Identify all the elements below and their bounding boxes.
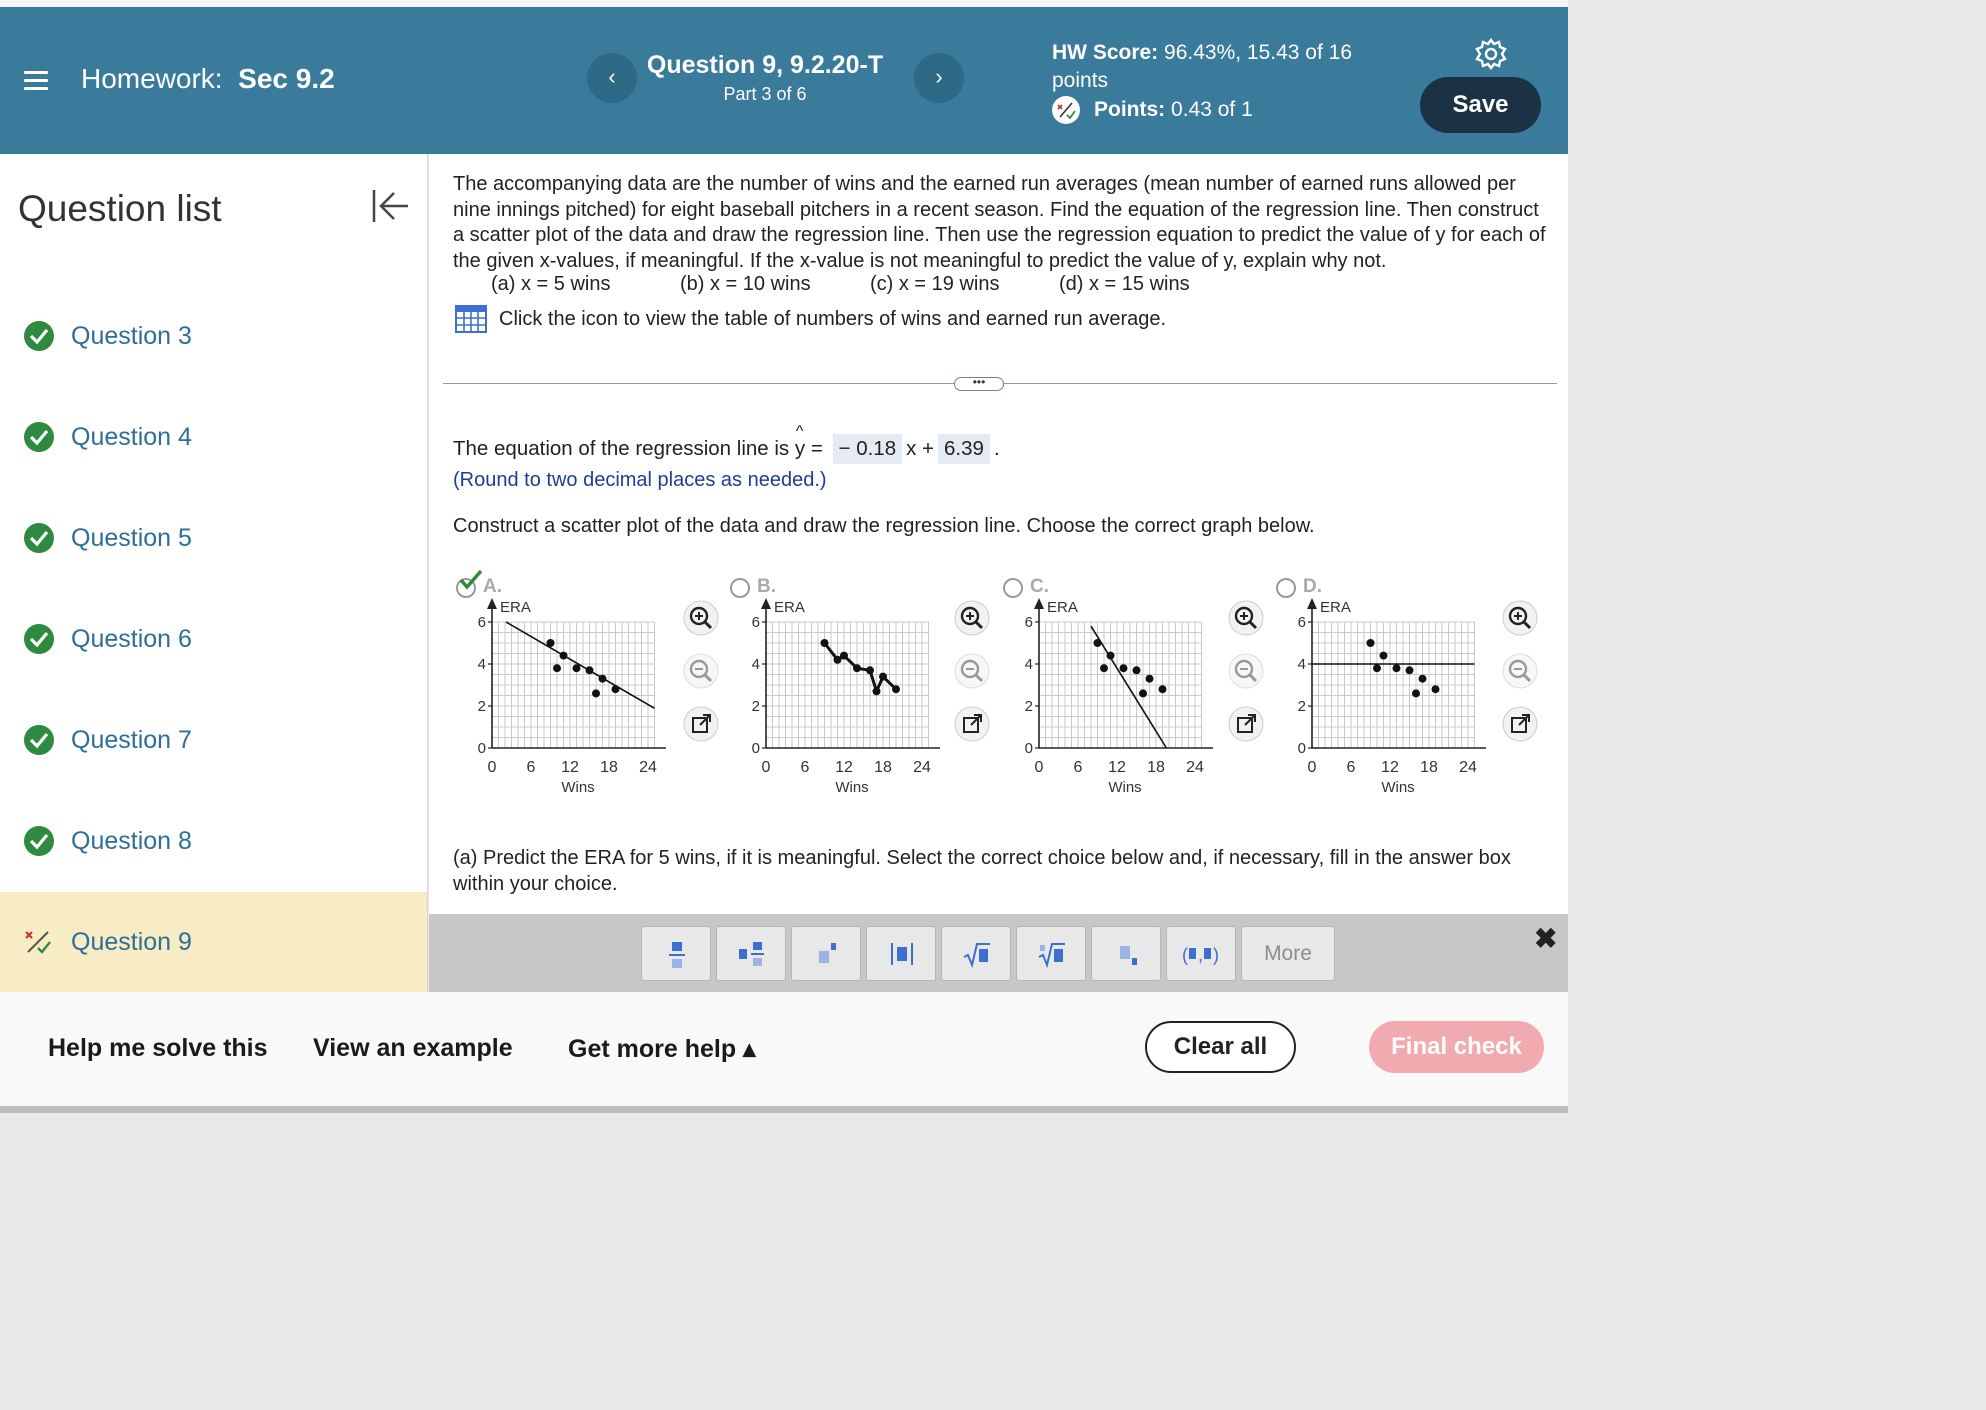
x-axis-label: Wins [1381, 779, 1415, 796]
question-part: Part 3 of 6 [723, 84, 807, 104]
open-new-window-icon[interactable] [1502, 706, 1538, 742]
svg-text:(: ( [1182, 945, 1188, 965]
part-a-value: (a) x = 5 wins [491, 273, 611, 295]
data-point [1373, 664, 1381, 672]
regression-equation [453, 434, 1000, 464]
points-value: 0.43 of 1 [1171, 98, 1253, 121]
question-item-label: Question 3 [71, 321, 192, 350]
correct-check-icon [24, 725, 54, 755]
open-new-window-icon[interactable] [954, 706, 990, 742]
hw-score-value: 96.43%, 15.43 of 16 points [1052, 41, 1353, 92]
homework-prefix: Homework: [81, 63, 223, 94]
intercept-answer[interactable]: 6.39 [938, 434, 990, 464]
question-item-label: Question 8 [71, 826, 192, 855]
question-item-3[interactable] [0, 286, 427, 386]
help-me-solve-link[interactable]: Help me solve this [48, 1034, 268, 1062]
x-tick-label: 24 [913, 759, 931, 776]
points-display [1052, 96, 1253, 124]
clear-all-button[interactable]: Clear all [1145, 1021, 1296, 1073]
x-tick-label: 18 [874, 759, 892, 776]
data-point [1133, 666, 1141, 674]
data-point [840, 652, 848, 660]
data-point [599, 675, 607, 683]
x-tick-label: 0 [1307, 759, 1317, 776]
x-tick-label: 6 [526, 759, 536, 776]
x-tick-label: 12 [835, 759, 853, 776]
y-tick-label: 6 [751, 614, 760, 631]
svg-text:,: , [1198, 945, 1204, 965]
slope-answer[interactable]: − 0.18 [833, 434, 903, 464]
question-item-label: Question 4 [71, 422, 192, 451]
x-plus: x + [906, 437, 935, 460]
choice-a-letter: A. [483, 576, 502, 597]
y-tick-label: 0 [477, 740, 486, 757]
subscript-tool-button[interactable] [1091, 926, 1161, 981]
data-point [1139, 689, 1147, 697]
y-axis-label: ERA [1047, 599, 1078, 616]
y-axis-arrow [1307, 598, 1317, 609]
y-axis-arrow [487, 598, 497, 609]
x-tick-label: 24 [1459, 759, 1477, 776]
question-item-label: Question 5 [71, 523, 192, 552]
x-tick-label: 6 [800, 759, 810, 776]
square-root-tool-button[interactable] [941, 926, 1011, 981]
zoom-in-icon[interactable] [954, 600, 990, 636]
y-tick-label: 2 [751, 698, 760, 715]
question-content [429, 154, 1568, 914]
question-item-label: Question 6 [71, 624, 192, 653]
y-tick-label: 6 [1024, 614, 1033, 631]
question-item-5[interactable] [0, 488, 427, 588]
data-point [1419, 675, 1427, 683]
open-new-window-icon[interactable] [1228, 706, 1264, 742]
data-point [547, 639, 555, 647]
data-point [1367, 639, 1375, 647]
x-axis-label: Wins [835, 779, 869, 796]
data-point [866, 666, 874, 674]
open-new-window-icon[interactable] [683, 706, 719, 742]
correct-check-icon [24, 321, 54, 351]
menu-icon[interactable] [24, 71, 48, 91]
question-item-label: Question 9 [71, 927, 192, 956]
y-tick-label: 6 [477, 614, 486, 631]
x-axis-label: Wins [561, 779, 595, 796]
data-point [1432, 685, 1440, 693]
x-tick-label: 0 [487, 759, 497, 776]
y-axis-arrow [1034, 598, 1044, 609]
table-grid-icon[interactable] [455, 305, 487, 333]
y-tick-label: 2 [477, 698, 486, 715]
x-axis-label: Wins [1108, 779, 1142, 796]
y-tick-label: 0 [1297, 740, 1306, 757]
part-d-value: (d) x = 15 wins [1059, 273, 1190, 295]
header-bar [0, 7, 1568, 154]
data-point [1412, 689, 1420, 697]
hw-score-label: HW Score: [1052, 41, 1159, 64]
y-tick-label: 0 [751, 740, 760, 757]
question-item-9[interactable] [0, 892, 427, 992]
choice-b-letter: B. [757, 576, 776, 597]
x-tick-label: 18 [1147, 759, 1165, 776]
exponent-tool-button[interactable] [791, 926, 861, 981]
data-point [873, 687, 881, 695]
zoom-in-icon[interactable] [683, 600, 719, 636]
get-more-help-link[interactable]: Get more help ▴ [568, 1035, 756, 1063]
hw-score [1052, 39, 1392, 95]
x-tick-label: 24 [1186, 759, 1204, 776]
x-tick-label: 12 [1108, 759, 1126, 776]
zoom-out-icon[interactable] [1502, 653, 1538, 689]
selected-check-icon [458, 568, 484, 594]
problem-statement: The accompanying data are the number of wins and the earned run averages (mean number of earned runs allowed per nine innings pitched) for eight baseball pitchers in a recent season. Find the equation of the regression line. Then construct a scatter plot of the data and draw the regression line. Then use the regression equation to predict the value of y for each of the given x-values, if meaningful. If the x-value is not meaningful to predict the value of y, explain why not. [453, 173, 1546, 272]
data-point [892, 685, 900, 693]
data-point [1393, 664, 1401, 672]
graph-d [1286, 598, 1486, 812]
y-tick-label: 4 [1297, 656, 1306, 673]
question-item-6[interactable] [0, 589, 427, 689]
y-hat-symbol: ^ y [795, 437, 805, 461]
data-point [1094, 639, 1102, 647]
y-axis-label: ERA [774, 599, 805, 616]
x-tick-label: 0 [1034, 759, 1044, 776]
question-item-7[interactable] [0, 690, 427, 790]
final-check-button[interactable]: Final check [1369, 1021, 1544, 1073]
table-link-text: Click the icon to view the table of numbers of wins and earned run average. [499, 307, 1167, 330]
x-tick-label: 6 [1073, 759, 1083, 776]
fraction-tool-button[interactable] [641, 926, 711, 981]
data-point [1120, 664, 1128, 672]
choice-b[interactable] [730, 572, 1002, 812]
partial-credit-icon [22, 926, 54, 958]
footer-bar [0, 992, 1568, 1106]
question-list-sidebar [0, 154, 428, 992]
graph-c [1013, 598, 1213, 812]
y-axis-label: ERA [500, 599, 531, 616]
zoom-out-icon[interactable] [1228, 653, 1264, 689]
view-example-link[interactable]: View an example [313, 1034, 513, 1062]
expand-dots-button[interactable]: ••• [954, 377, 1004, 391]
y-axis-arrow [761, 598, 771, 609]
y-tick-label: 2 [1297, 698, 1306, 715]
correct-check-icon [24, 523, 54, 553]
data-point [592, 689, 600, 697]
question-item-8[interactable] [0, 791, 427, 891]
svg-text:): ) [1213, 945, 1219, 965]
y-tick-label: 4 [1024, 656, 1033, 673]
data-point [1107, 652, 1115, 660]
choice-c-radio[interactable] [1003, 578, 1023, 598]
question-item-4[interactable] [0, 387, 427, 487]
equation-period: . [993, 437, 1000, 460]
zoom-in-icon[interactable] [1502, 600, 1538, 636]
nth-root-tool-button[interactable] [1016, 926, 1086, 981]
choice-c[interactable] [1003, 572, 1275, 812]
math-toolbar [429, 914, 1568, 992]
data-point [853, 664, 861, 672]
question-title: Question 9, 9.2.20-T [646, 51, 884, 79]
part-c-value: (c) x = 19 wins [870, 273, 1000, 295]
choice-b-radio[interactable] [730, 578, 750, 598]
rounding-note: (Round to two decimal places as needed.) [453, 469, 827, 491]
part-b-value: (b) x = 10 wins [680, 273, 811, 295]
collapse-sidebar-icon[interactable] [370, 188, 410, 224]
top-edge [0, 0, 1568, 7]
choice-a[interactable] [456, 572, 728, 812]
equation-prefix: The equation of the regression line is [453, 437, 790, 460]
x-tick-label: 24 [639, 759, 657, 776]
data-point [879, 673, 887, 681]
part-a-prompt: (a) Predict the ERA for 5 wins, if it is meaningful. Select the correct choice below and, if necessary, fill in the answer box within your choice. [453, 847, 1511, 895]
data-point [586, 666, 594, 674]
x-tick-label: 12 [561, 759, 579, 776]
correct-check-icon [24, 422, 54, 452]
partial-credit-icon [1052, 96, 1080, 124]
bottom-edge [0, 1106, 1568, 1113]
y-tick-label: 4 [477, 656, 486, 673]
absolute-value-tool-button[interactable] [866, 926, 936, 981]
zoom-out-icon[interactable] [954, 653, 990, 689]
data-point [821, 639, 829, 647]
x-tick-label: 0 [761, 759, 771, 776]
mixed-number-tool-button[interactable] [716, 926, 786, 981]
y-tick-label: 4 [751, 656, 760, 673]
prev-question-button[interactable]: ‹ [587, 53, 637, 103]
data-table-link[interactable] [455, 305, 1166, 333]
more-tools-button[interactable]: More [1241, 926, 1335, 981]
choice-d[interactable] [1276, 572, 1548, 812]
data-point [1146, 675, 1154, 683]
next-question-button[interactable]: › [914, 53, 964, 103]
equals-sign: = [810, 437, 823, 460]
correct-check-icon [24, 624, 54, 654]
zoom-in-icon[interactable] [1228, 600, 1264, 636]
data-point [1380, 652, 1388, 660]
choice-c-letter: C. [1030, 576, 1049, 597]
data-point [612, 685, 620, 693]
data-point [560, 652, 568, 660]
question-item-label: Question 7 [71, 725, 192, 754]
x-tick-label: 12 [1381, 759, 1399, 776]
data-point [573, 664, 581, 672]
graph-a [466, 598, 666, 812]
y-tick-label: 0 [1024, 740, 1033, 757]
x-tick-label: 18 [600, 759, 618, 776]
close-toolbar-icon[interactable]: ✖ [1534, 923, 1558, 954]
data-point [1406, 666, 1414, 674]
homework-title [81, 63, 335, 95]
data-point [553, 664, 561, 672]
choice-d-letter: D. [1303, 576, 1322, 597]
question-list-title: Question list [18, 188, 222, 229]
points-label: Points: [1094, 98, 1166, 121]
ordered-pair-tool-button[interactable] [1166, 926, 1236, 981]
y-axis-label: ERA [1320, 599, 1351, 616]
save-button[interactable]: Save [1420, 77, 1541, 133]
x-tick-label: 18 [1420, 759, 1438, 776]
y-tick-label: 2 [1024, 698, 1033, 715]
x-tick-label: 6 [1346, 759, 1356, 776]
regression-line [1091, 626, 1166, 748]
zoom-out-icon[interactable] [683, 653, 719, 689]
data-point [1100, 664, 1108, 672]
y-tick-label: 6 [1297, 614, 1306, 631]
correct-check-icon [24, 826, 54, 856]
graph-b [740, 598, 940, 812]
data-point [1159, 685, 1167, 693]
choice-d-radio[interactable] [1276, 578, 1296, 598]
homework-section: Sec 9.2 [238, 63, 335, 94]
construct-instruction: Construct a scatter plot of the data and draw the regression line. Choose the correct graph below. [453, 515, 1315, 537]
settings-gear-icon[interactable] [1474, 37, 1508, 71]
